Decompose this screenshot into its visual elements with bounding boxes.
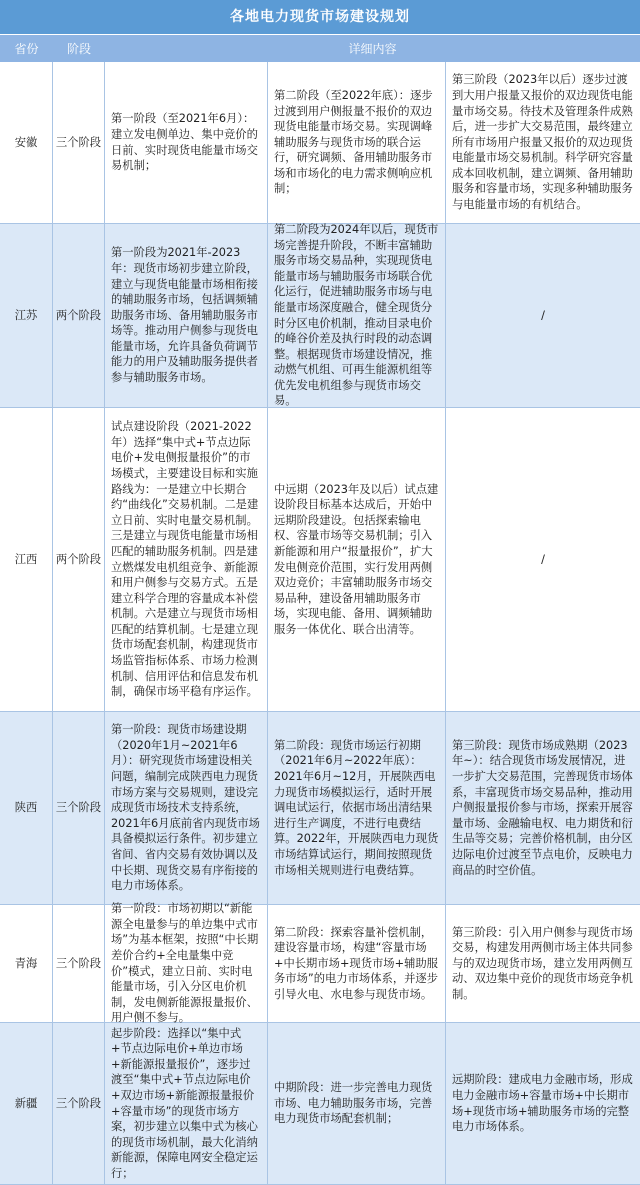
stage-cell: 三个阶段: [53, 712, 105, 904]
phase-2-text: 中期阶段：进一步完善电力现货市场、电力辅助服务市场，完善电力现货市场配套机制；: [274, 1081, 433, 1126]
stage-cell: 三个阶段: [53, 62, 105, 223]
province-cell: 江西: [0, 408, 53, 711]
phase-2-text: 第二阶段为2024年以后，现货市场完善提升阶段，不断丰富辅助服务市场交易品种，实现现货电能量市场与辅助服务市场联合优化运行，促进辅助服务市场与电能量市场深度融合，健全现货分时分区电价机制，推动目录电价的峰谷价差及执行时段的动态调整。根据现货市场建设情况，推动燃气机组、可再生能源机组等优先发电机组参与现货市场交易。: [274, 222, 439, 408]
stage-cell: 两个阶段: [53, 224, 105, 407]
phase-2-cell: [268, 712, 446, 904]
phase-1-cell: [105, 902, 268, 1025]
phase-3-text: /: [541, 552, 545, 566]
stage-cell: 三个阶段: [53, 905, 105, 1022]
phase-3-text: 第三阶段：现货市场成熟期（2023年~）：结合现货市场发展情况，进一步扩大交易范围，完善现货市场体系，丰富现货市场交易品种，推动用户侧报量报价参与市场，探索开展容量市场、金融输电权、电力期货和衍生品等交易；完善价格机制，由分区边际电价过渡至节点电价，反映电力商品的时空价值。: [452, 738, 633, 877]
stage-cell: 两个阶段: [53, 408, 105, 711]
page-title: 各地电力现货市场建设规划: [0, 0, 640, 34]
province-cell: 安徽: [0, 62, 53, 223]
table-row: [0, 1023, 640, 1185]
table-row: [0, 408, 640, 712]
phase-2-cell: [268, 905, 446, 1022]
phase-1-cell: [105, 62, 268, 223]
table-header: [0, 34, 640, 62]
province-cell: 新疆: [0, 1023, 53, 1184]
table-row: [0, 62, 640, 224]
phase-1-cell: [105, 1023, 268, 1184]
table-row: [0, 224, 640, 408]
phase-3-text: 第三阶段：引入用户侧参与现货市场交易，构建发用两侧市场主体共同参与的双边现货市场，建立发用两侧互动、双边集中竞价的现货市场竞争机制。: [452, 925, 633, 1001]
province-cell: 江苏: [0, 224, 53, 407]
phase-1-text: 第一阶段（至2021年6月）：建立发电侧单边、集中竞价的日前、实时现货电能量市场交易机制；: [111, 112, 258, 173]
phase-3-cell: [446, 905, 640, 1022]
phase-3-cell: [446, 62, 640, 223]
province-cell: 陕西: [0, 712, 53, 904]
phase-2-text: 第二阶段：现货市场运行初期（2021年6月~2022年底）：2021年6月~12月，开展陕西电力现货市场模拟运行，适时开展调电试运行，依据市场出清结果进行生产调度，不进行电费结算。2022年，开展陕西电力现货市场结算试运行，期间按照现货市场相关规则进行电费结算。: [274, 738, 439, 877]
table-row: [0, 712, 640, 905]
phase-1-text: 起步阶段：选择以“集中式+节点边际电价+单边市场+新能源报量报价”，逐步过渡至“集中式+节点边际电价+双边市场+新能源报量报价+容量市场”的现货市场方案，初步建立以集中式为核心的现货市场机制，最大化消纳新能源，保障电网安全稳定运行；: [111, 1026, 258, 1180]
phase-1-text: 试点建设阶段（2021-2022年）选择“集中式+节点边际电价+发电侧报量报价”的市场模式，主要建设目标和实施路线为：一是建立中长期合约“曲线化”交易机制。二是建立日前、实时电量交易机制。三是建立与现货电能量市场相匹配的辅助服务机制。四是建立燃煤发电机组竞争、新能源和用户侧参与交易方式。五是建立科学合理的容量成本补偿机制。六是建立与现货市场相匹配的结算机制。七是建立现货市场配套机制，构建现货市场监管指标体系、市场力检测机制、信用评估和信息发布机制，确保市场平稳有序运作。: [111, 420, 259, 699]
phase-2-cell: [268, 408, 446, 711]
phase-2-cell: [268, 62, 446, 223]
phase-2-text: 中远期（2023年及以后）试点建设阶段目标基本达成后，开始中远期阶段建设。包括探索输电权、容量市场等交易机制；引入新能源和用户“报量报价”，扩大发电侧竞价范围，实行发用两侧双边竞价；丰富辅助服务市场交易品种，建设备用辅助服务市场，实现电能、备用、调频辅助服务一体优化、联合出清等。: [274, 482, 439, 636]
stage-cell: 三个阶段: [53, 1023, 105, 1184]
header-stage: 阶段: [66, 42, 91, 56]
phase-2-text: 第二阶段（至2022年底）：逐步过渡到用户侧报量不报价的双边现货电能量市场交易。实现调峰辅助服务与现货市场的联合运行，研究调频、备用辅助服务市场和市场化的电力需求侧响应机制；: [274, 88, 433, 196]
phase-1-cell: [105, 408, 268, 711]
phase-1-text: 第一阶段：市场初期以“新能源全电量参与的单边集中式市场”为基本框架，按照“中长期差价合约+全电量集中竞价”模式，建立日前、实时电能量市场，引入分区电价机制，发电侧新能源报量报价、用户侧不参与。: [111, 902, 259, 1025]
phase-3-cell: [446, 408, 640, 711]
phase-1-cell: [105, 712, 268, 904]
header-province: 省份: [14, 42, 39, 56]
phase-3-text: 第三阶段（2023年以后）逐步过渡到大用户报量又报价的双边现货电能量市场交易。待技术及管理条件成熟后，进一步扩大交易范围，最终建立所有市场用户报量又报价的双边现货电能量市场交易机制。科学研究容量成本回收机制，建立调频、备用辅助服务和容量市场，实现多种辅助服务与电能量市场的有机结合。: [452, 73, 633, 212]
province-cell: 青海: [0, 905, 53, 1022]
phase-1-text: 第一阶段为2021年-2023年：现货市场初步建立阶段，建立与现货电能量市场相衔接的辅助服务市场，包括调频辅助服务市场、备用辅助服务市场等。推动用户侧参与现货电能量市场，允许具备负荷调节能力的用户及辅助服务提供者参与辅助服务市场。: [111, 246, 258, 385]
phase-3-text: 远期阶段：建成电力金融市场，形成电力金融市场+容量市场+中长期市场+现货市场+辅助服务市场的完整电力市场体系。: [452, 1073, 633, 1134]
phase-1-text: 第一阶段：现货市场建设期（2020年1月~2021年6月）：研究现货市场建设相关问题，编制完成陕西电力现货市场方案与交易规则，建设完成现货市场技术支持系统，2021年6月底前省内现货市场具备模拟运行条件。初步建立省间、省内交易有效协调以及中长期、现货交易有序衔接的电力市场体系。: [111, 723, 260, 893]
phase-2-text: 第二阶段：探索容量补偿机制，建设容量市场，构建“容量市场+中长期市场+现货市场+辅助服务市场”的电力市场体系，并逐步引导火电、水电参与现货市场。: [274, 925, 439, 1001]
phase-2-cell: [268, 1023, 446, 1184]
phase-3-cell: [446, 1023, 640, 1184]
header-detail: 详细内容: [348, 42, 397, 56]
phase-2-cell: [268, 224, 446, 407]
phase-3-text: /: [541, 308, 545, 322]
phase-3-cell: [446, 712, 640, 904]
phase-1-cell: [105, 224, 268, 407]
table-row: [0, 902, 640, 1025]
phase-3-cell: [446, 224, 640, 407]
